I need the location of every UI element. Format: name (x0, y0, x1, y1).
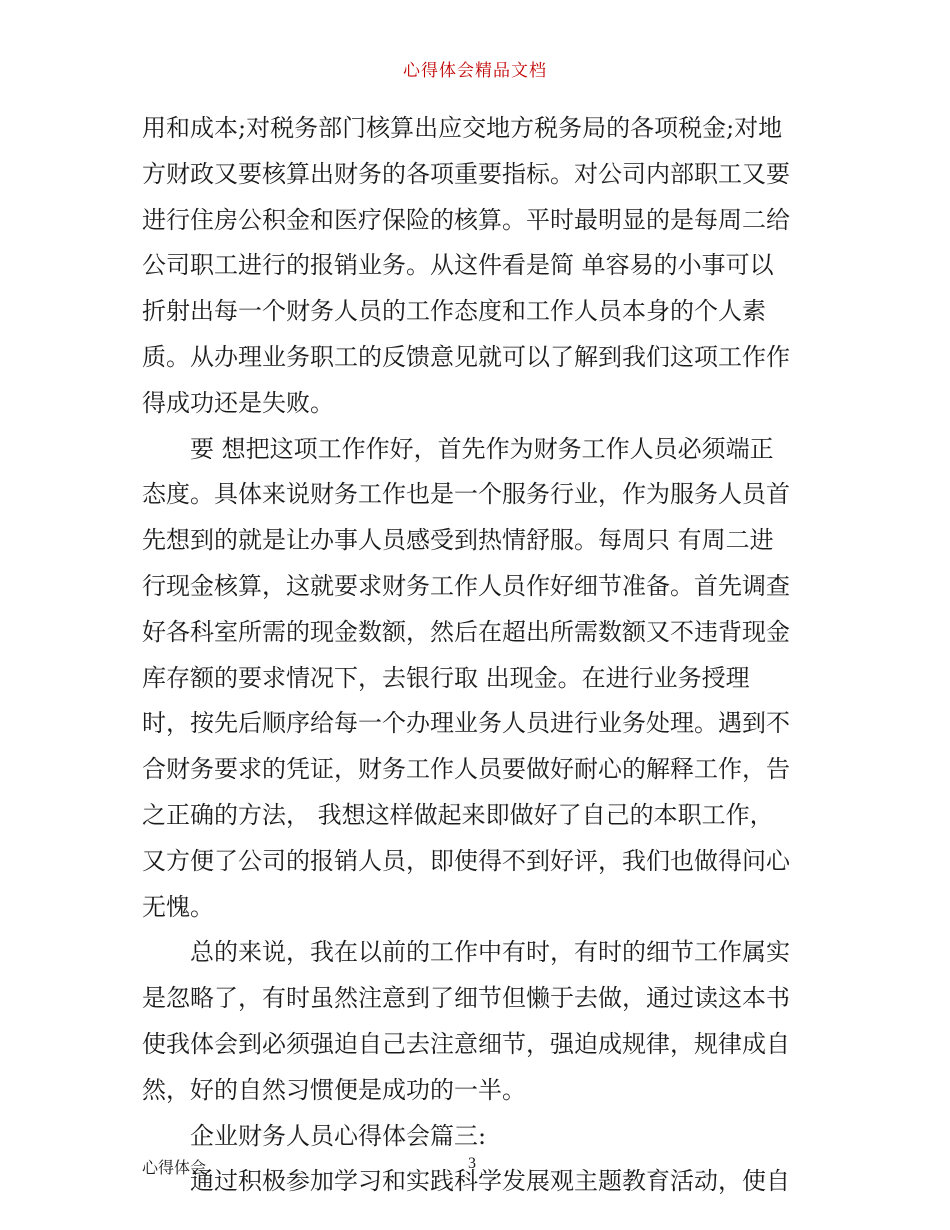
text-line: 通过积极参加学习和实践科学发展观主题教育活动，使自 (190, 1167, 790, 1196)
text-line: 方财政又要核算出财务的各项重要指标。对公司内部职工又要 (142, 159, 790, 188)
text-line: 合财务要求的凭证，财务工作人员要做好耐心的解释工作，告 (142, 755, 790, 784)
text-line: 先想到的就是让办事人员感受到热情舒服。每周只 有周二进 (142, 526, 774, 555)
text-line: 质。从办理业务职工的反馈意见就可以了解到我们这项工作作 (142, 342, 790, 371)
text-line: 之正确的方法， 我想这样做起来即做好了自己的本职工作， (142, 800, 774, 829)
text-line: 进行住房公积金和医疗保险的核算。平时最明显的是每周二给 (142, 205, 790, 234)
document-body (142, 106, 812, 1205)
text-line: 总的来说，我在以前的工作中有时，有时的细节工作属实 (190, 938, 790, 967)
text-line: 无愧。 (142, 892, 214, 921)
text-line: 公司职工进行的报销业务。从这件看是简 单容易的小事可以 (142, 251, 774, 280)
text-line: 用和成本;对税务部门核算出应交地方税务局的各项税金;对地 (142, 114, 783, 142)
text-line: 是忽略了，有时虽然注意到了细节但懒于去做，通过读这本书 (142, 984, 790, 1013)
page-number: 3 (468, 1155, 476, 1172)
text-line: 企业财务人员心得体会篇三: (190, 1121, 487, 1150)
text-line: 得成功还是失败。 (142, 388, 334, 417)
text-line: 态度。具体来说财务工作也是一个服务行业，作为服务人员首 (142, 480, 790, 509)
text-line: 使我体会到必须强迫自己去注意细节，强迫成规律，规律成自 (142, 1029, 790, 1058)
text-line: 时，按先后顺序给每一个办理业务人员进行业务处理。遇到不 (142, 709, 790, 738)
text-line: 库存额的要求情况下，去银行取 出现金。在进行业务授理 (142, 663, 750, 692)
text-line: 行现金核算，这就要求财务工作人员作好细节准备。首先调查 (142, 571, 790, 600)
page-header-title: 心得体会精品文档 (403, 61, 547, 81)
text-line: 又方便了公司的报销人员，即使得不到好评，我们也做得问心 (142, 846, 790, 875)
text-line: 折射出每一个财务人员的工作态度和工作人员本身的个人素 (142, 297, 766, 326)
text-line: 好各科室所需的现金数额，然后在超出所需数额又不违背现金 (142, 617, 790, 646)
text-line: 然，好的自然习惯便是成功的一半。 (142, 1075, 526, 1104)
footer-label: 心得体会 (142, 1158, 207, 1177)
text-line: 要 想把这项工作作好，首先作为财务工作人员必须端正 (190, 434, 774, 463)
